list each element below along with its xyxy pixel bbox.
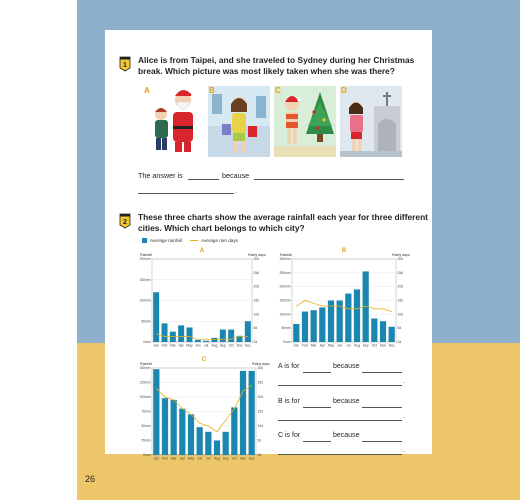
chart-b-y2tick-label: 25d	[397, 270, 404, 275]
answer-period: .	[235, 186, 237, 195]
chart-c-svg	[138, 356, 268, 464]
chart-c-bar-mar	[171, 400, 177, 455]
fill-b-city-blank[interactable]	[303, 407, 331, 408]
chart-c-bar-feb	[162, 398, 168, 455]
fill-b-prefix: B is for	[278, 398, 300, 405]
reason-blank-line-1[interactable]	[254, 179, 404, 180]
chart-b	[278, 247, 408, 356]
chart-b-bar-dec	[389, 327, 395, 342]
fill-c-city-blank[interactable]	[303, 441, 331, 442]
chart-a-xtick-jan: Jan	[153, 343, 159, 348]
fill-a-prefix: A is for	[278, 363, 300, 370]
chart-c-y2label: Rainy days	[252, 362, 270, 366]
question-1-line-1: Alice is from Taipei, and she traveled to Sydney during her Christmas	[138, 55, 415, 65]
chart-a-y2tick-label: 25d	[253, 270, 260, 275]
chart-a-bar-apr	[178, 325, 184, 342]
chart-c-xtick-sep: Sep	[222, 456, 229, 461]
chart-c-ytick-label: 50mm	[141, 424, 151, 428]
chart-a-xtick-aug: Aug	[211, 343, 218, 348]
chart-a-bar-may	[187, 327, 193, 342]
answer-because: because	[222, 171, 250, 180]
fill-b-line	[278, 398, 300, 405]
chart-b-raindays-point	[357, 308, 358, 309]
fill-a-reason-blank-1[interactable]	[362, 372, 402, 373]
fill-c-period: .	[403, 447, 405, 454]
chart-b-bar-jul	[345, 294, 351, 342]
legend-rainfall-swatch	[142, 238, 147, 243]
chart-b-bar-may	[328, 301, 334, 343]
picture-b-shopping	[208, 86, 270, 157]
chart-b-bar-apr	[319, 307, 325, 342]
chart-a-y2tick-label: 10d	[253, 312, 260, 317]
chart-a-raindays-point	[172, 336, 173, 337]
question-2-line-1: These three charts show the average rainfall each year for three different	[138, 212, 428, 222]
chart-b-xtick-mar: Mar	[310, 343, 317, 348]
chart-a-y2tick-label: 15d	[253, 298, 260, 303]
chart-a-xtick-oct: Oct	[228, 343, 234, 348]
chart-a-bar-dec	[245, 321, 251, 342]
chart-c-ylabel: Rainfall	[140, 362, 152, 366]
chart-c-xtick-apr: Apr	[179, 456, 185, 461]
chart-b-raindays-point	[322, 306, 323, 307]
chart-b-raindays-point	[305, 300, 306, 301]
chart-a-ytick-label: 50mm	[141, 319, 151, 324]
chart-a-xtick-sep: Sep	[219, 343, 226, 348]
chart-b-y2tick-label: 30d	[397, 257, 404, 261]
chart-b-xtick-jul: Jul	[346, 343, 351, 348]
picture-d-church	[340, 86, 402, 157]
chart-c-y2tick-label: 0d	[257, 453, 262, 457]
chart-c-xtick-mar: Mar	[170, 456, 177, 461]
chart-b-ytick-label: 250mm	[279, 270, 291, 275]
chart-b-ytick-label: 50mm	[281, 326, 291, 331]
chart-b-y2tick-label: 20d	[397, 284, 404, 289]
chart-b-y2tick-label: 5d	[397, 326, 402, 331]
chart-b-xtick-may: May	[327, 343, 335, 348]
chart-c-y2tick-label: 5d	[257, 438, 262, 443]
chart-b-y2tick-label: 15d	[397, 298, 404, 303]
question-1-line-2: break. Which picture was most likely taken when she was there?	[138, 66, 395, 76]
chart-b-ytick-label: 0mm	[283, 340, 291, 344]
chart-a-xtick-feb: Feb	[161, 343, 168, 348]
fill-c-because: because	[333, 432, 360, 439]
chart-c-bar-dec	[249, 371, 255, 455]
chart-b-y2tick-label: 0d	[397, 340, 402, 344]
chart-c-raindays-point	[251, 385, 252, 386]
chart-c-y2tick-label: 25d	[257, 380, 264, 385]
chart-a-svg	[138, 247, 264, 351]
chart-b-xtick-oct: Oct	[371, 343, 377, 348]
chart-c-bar-apr	[179, 409, 185, 455]
chart-b-raindays-point	[365, 306, 366, 307]
legend-rainfall	[142, 238, 182, 243]
fill-a-line	[278, 363, 299, 370]
chart-b-svg	[278, 247, 408, 351]
chart-c-y2tick-label: 30d	[257, 366, 264, 370]
chart-b-ytick-label: 300mm	[279, 257, 291, 261]
chart-b-xtick-dec: Dec	[388, 343, 395, 348]
fill-c-prefix: C is for	[278, 432, 301, 439]
chart-a-title: A	[199, 248, 205, 254]
chart-c-raindays-point	[234, 408, 235, 409]
chart-c-xtick-feb: Feb	[162, 456, 168, 461]
chart-a-raindays-point	[181, 336, 182, 337]
chart-c-raindays-point	[165, 397, 166, 398]
chart-a-raindays-point	[189, 336, 190, 337]
chart-a-y2tick-label: 5d	[253, 326, 258, 331]
chart-b-raindays-line	[296, 301, 391, 312]
chart-a-bar-feb	[162, 323, 168, 342]
chart-c-xtick-jun: Jun	[197, 456, 203, 461]
legend-raindays	[190, 238, 238, 243]
chart-b-raindays-point	[391, 311, 392, 312]
chart-b-bar-jan	[293, 324, 299, 342]
chart-c-raindays-point	[191, 414, 192, 415]
chart-a-bar-sep	[220, 330, 226, 342]
question-2-pencil-icon	[117, 213, 133, 229]
legend-raindays-swatch	[190, 240, 198, 241]
chart-c-raindays-point	[225, 420, 226, 421]
chart-a-ytick-label: 100mm	[139, 298, 151, 303]
chart-c-raindays-point	[217, 431, 218, 432]
fill-c-reason-blank-1[interactable]	[362, 441, 402, 442]
chart-b-xtick-aug: Aug	[354, 343, 360, 348]
picture-a-santa	[143, 86, 205, 157]
chart-c-ytick-label: 25mm	[141, 438, 151, 443]
chart-a-raindays-point	[156, 333, 157, 334]
chart-c-ytick-label: 125mm	[139, 380, 151, 385]
chart-b-y2label: Rainy days	[392, 253, 410, 257]
picture-b-label: B	[209, 86, 215, 95]
chart-b-bar-aug	[354, 289, 360, 342]
chart-a-raindays-point	[231, 339, 232, 340]
chart-a-raindays-point	[222, 339, 223, 340]
legend-rainfall-label: Average rainfall	[150, 238, 182, 243]
chart-c-raindays-point	[182, 408, 183, 409]
chart-c-bar-aug	[214, 441, 220, 456]
chart-a-raindays-point	[214, 339, 215, 340]
chart-b-raindays-point	[374, 308, 375, 309]
chart-b-ytick-label: 100mm	[279, 312, 291, 317]
question-1-pencil-icon	[117, 56, 133, 72]
fill-b-reason-blank-1[interactable]	[362, 407, 402, 408]
fill-c-line	[278, 432, 300, 439]
chart-b-raindays-point	[313, 303, 314, 304]
answer-blank[interactable]	[188, 179, 219, 180]
question-2-number: 2	[123, 219, 127, 226]
chart-c-xtick-jul: Jul	[206, 456, 211, 461]
chart-a-ytick-label: 150mm	[139, 277, 151, 282]
chart-c-bar-jul	[205, 432, 211, 455]
chart-a-raindays-point	[247, 336, 248, 337]
answer-prefix: The answer is	[138, 171, 183, 180]
chart-c-xtick-may: May	[187, 456, 195, 461]
chart-c-raindays-point	[156, 388, 157, 389]
chart-a-bar-jun	[195, 340, 201, 342]
chart-a-raindays-point	[239, 336, 240, 337]
chart-c-raindays-point	[208, 426, 209, 427]
chart-b-raindays-point	[331, 306, 332, 307]
chart-b-raindays-point	[339, 306, 340, 307]
fill-b-period: .	[403, 413, 405, 420]
question-2-line-2: cities. Which chart belongs to which city?	[138, 223, 305, 233]
chart-c-ytick-label: 100mm	[139, 395, 151, 399]
chart-c-bar-jan	[153, 369, 159, 455]
chart-c-xtick-aug: Aug	[214, 456, 220, 461]
chart-a-ytick-label: 0mm	[143, 340, 151, 344]
chart-a-ytick-label: 200mm	[139, 257, 151, 261]
fill-a-because: because	[333, 363, 360, 370]
chart-a-bar-oct	[228, 330, 234, 342]
chart-b-xtick-sep: Sep	[362, 343, 369, 348]
picture-a-label: A	[144, 86, 150, 95]
chart-a-ylabel: Rainfall	[140, 253, 152, 257]
chart-a-xtick-may: May	[186, 343, 193, 348]
chart-a-bar-aug	[212, 338, 218, 342]
chart-b-bar-oct	[371, 318, 377, 342]
chart-c-xtick-nov: Nov	[240, 456, 246, 461]
chart-a	[138, 247, 264, 356]
fill-b-because: because	[333, 398, 360, 405]
picture-c-label: C	[275, 86, 281, 95]
chart-a-y2tick-label: 20d	[253, 284, 260, 289]
chart-a-xtick-mar: Mar	[169, 343, 176, 348]
fill-a-reason-blank-2[interactable]	[278, 385, 402, 386]
fill-b-reason-blank-2[interactable]	[278, 420, 402, 421]
chart-c-raindays-point	[243, 391, 244, 392]
chart-b-raindays-point	[348, 308, 349, 309]
fill-a-period: .	[403, 378, 405, 385]
page-number: 26	[85, 474, 96, 484]
chart-c-bar-sep	[223, 432, 229, 455]
chart-b-ylabel: Rainfall	[280, 253, 292, 257]
chart-b-bar-nov	[380, 321, 386, 342]
chart-c-y2tick-label: 15d	[257, 409, 264, 414]
reason-blank-line-2[interactable]	[138, 193, 234, 194]
chart-c-xtick-oct: Oct	[231, 456, 237, 461]
chart-a-bar-jul	[203, 341, 209, 342]
chart-b-raindays-point	[296, 306, 297, 307]
chart-b-xtick-nov: Nov	[380, 343, 386, 348]
chart-b-ytick-label: 200mm	[279, 284, 291, 289]
chart-c-bar-oct	[231, 407, 237, 455]
chart-c-y2tick-label: 10d	[257, 424, 264, 428]
chart-c	[138, 356, 268, 469]
chart-b-xtick-jan: Jan	[293, 343, 299, 348]
chart-c-raindays-point	[173, 400, 174, 401]
chart-a-xtick-apr: Apr	[178, 343, 184, 348]
chart-a-xtick-nov: Nov	[236, 343, 243, 348]
chart-a-raindays-point	[197, 339, 198, 340]
chart-c-bar-nov	[240, 371, 246, 455]
chart-a-xtick-jul: Jul	[204, 343, 209, 348]
chart-c-y2tick-label: 20d	[257, 395, 264, 399]
chart-b-raindays-point	[383, 308, 384, 309]
chart-c-xtick-jan: Jan	[153, 456, 159, 461]
fill-c-reason-blank-2[interactable]	[278, 454, 402, 455]
chart-c-ytick-label: 75mm	[141, 409, 151, 414]
picture-d-label: D	[341, 86, 347, 95]
chart-a-y2tick-label: 30d	[253, 257, 260, 261]
chart-b-xtick-feb: Feb	[302, 343, 308, 348]
chart-c-ytick-label: 0mm	[143, 453, 151, 457]
chart-b-xtick-apr: Apr	[319, 343, 325, 348]
chart-c-bar-may	[188, 414, 194, 455]
chart-a-raindays-point	[164, 336, 165, 337]
chart-b-y2tick-label: 10d	[397, 312, 404, 317]
chart-a-xtick-jun: Jun	[195, 343, 201, 348]
chart-b-title: B	[341, 248, 347, 254]
fill-a-city-blank[interactable]	[303, 372, 331, 373]
chart-b-bar-mar	[311, 310, 317, 342]
chart-a-y2tick-label: 0d	[253, 340, 258, 344]
legend-raindays-label: Average rain days	[201, 238, 238, 243]
chart-b-xtick-jun: Jun	[337, 343, 343, 348]
chart-c-xtick-dec: Dec	[248, 456, 255, 461]
chart-a-y2label: Rainy days	[248, 253, 266, 257]
chart-a-xtick-dec: Dec	[244, 343, 251, 348]
question-1-number: 1	[123, 62, 127, 69]
picture-c-beach-tree	[274, 86, 336, 157]
chart-c-ytick-label: 150mm	[139, 366, 151, 370]
chart-b-bar-feb	[302, 312, 308, 342]
chart-c-bar-jun	[197, 427, 203, 455]
chart-c-title: C	[201, 357, 207, 363]
chart-b-ytick-label: 150mm	[279, 298, 291, 303]
chart-c-raindays-point	[199, 423, 200, 424]
chart-a-raindays-point	[206, 339, 207, 340]
